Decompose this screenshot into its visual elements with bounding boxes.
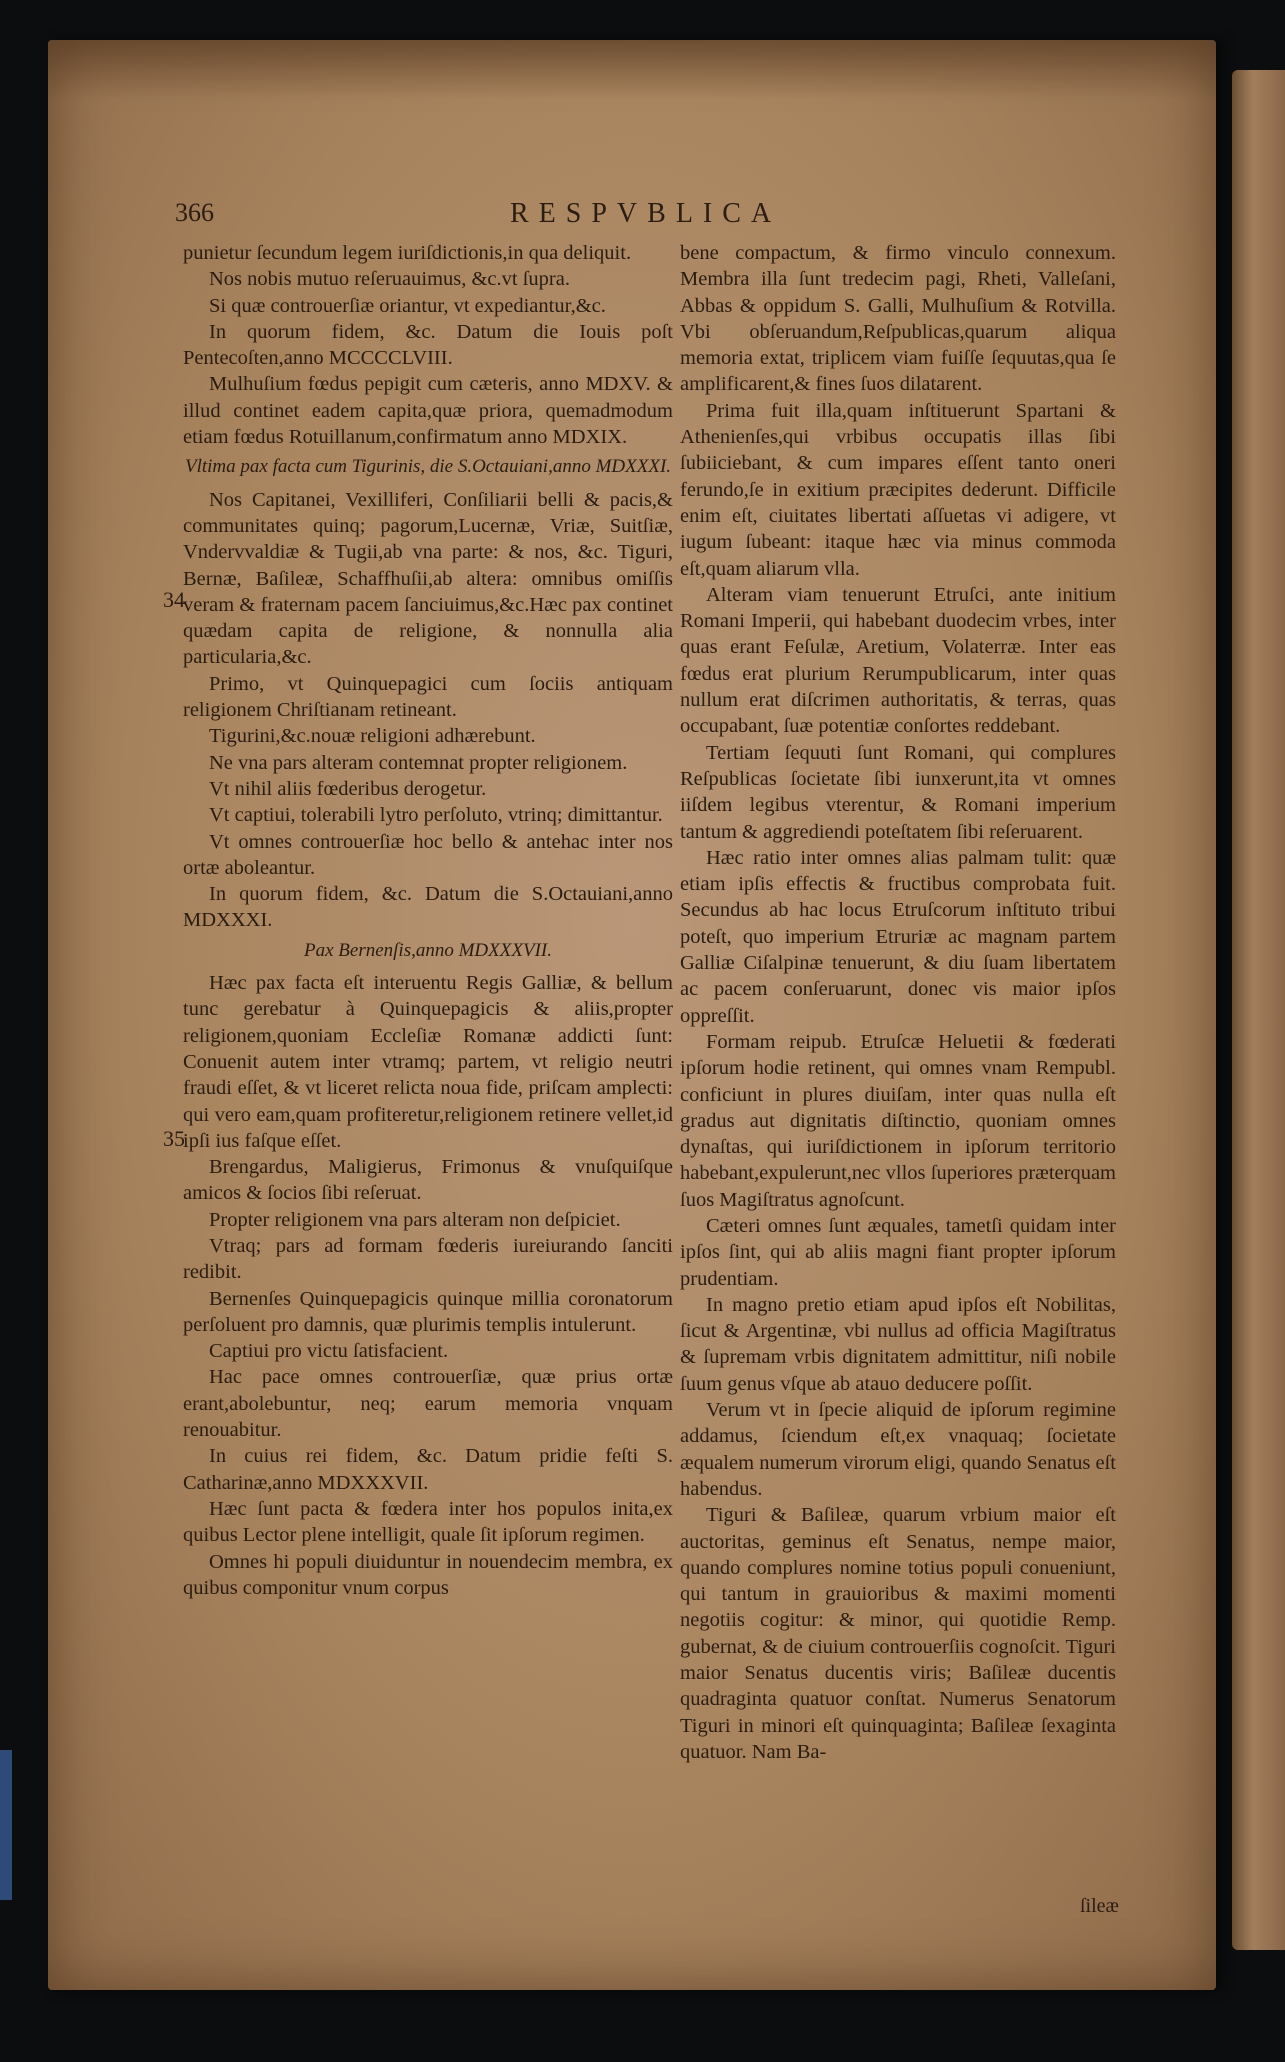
- paragraph: Vt omnes controuerſiæ hoc bello & antehac inter nos ortæ aboleantur.: [183, 830, 673, 879]
- page-number: 366: [175, 198, 214, 227]
- paragraph: In magno pretio etiam apud ipſos eſt Nobilitas, ſicut & Argentinæ, vbi nullus ad officia Magiſtratus & ſupremam vrbis dignitatem admittitur, niſi nobile ſuum genus vſque ab atauo deducere poſſit.: [680, 1293, 1116, 1395]
- page-header: [175, 198, 825, 236]
- paragraph: Hæc ſunt pacta & fœdera inter hos populos inita,ex quibus Lector plene intelligit, quale ſit ipſorum regimen.: [183, 1497, 673, 1547]
- paragraph: In cuius rei fidem, &c. Datum pridie feſti S. Catharinæ,anno MDXXXVII.: [183, 1445, 673, 1494]
- paragraph: Omnes hi populi diuiduntur in nouendecim membra, ex quibus componitur vnum corpus: [183, 1550, 673, 1599]
- paragraph: Ne vna pars alteram contemnat propter religionem.: [209, 751, 628, 774]
- section-heading: Vltima pax facta cum Tigurinis, die S.Octauiani,anno MDXXXI.: [184, 456, 672, 478]
- paragraph: Captiui pro victu ſatisfacient.: [209, 1340, 449, 1363]
- paragraph: Nos Capitanei, Vexilliferi, Conſiliarii belli & pacis,& communitates quinq; pagorum,Lucernæ, Vriæ, Suitſiæ, Vndervvaldiæ & Tugii,ab vna parte: & nos, &c. Tiguri, Bernæ, Baſileæ, Schaffhuſii,ab altera: omnibus omiſſis veram & fraternam pacem ſanciuimus,&c.Hæc pax continet quædam capita de religione, & nonnulla alia particularia,&c.: [183, 488, 673, 669]
- paragraph: Hac pace omnes controuerſiæ, quæ prius ortæ erant,abolebuntur, neq; earum memoria vnquam renouabitur.: [183, 1366, 673, 1442]
- paragraph: Cæteri omnes ſunt æquales, tametſi quidam inter ipſos ſint, qui ab aliis magni fiant propter ipſorum prudentiam.: [680, 1214, 1116, 1290]
- paragraph: Tiguri & Baſileæ, quarum vrbium maior eſt auctoritas, geminus eſt Senatus, nempe maior, quando complures nomine totius populi conueniunt, qui tantum in grauioribus & maximi momenti negotiis cogitur: & minor, qui quotidie Remp. gubernat, & de ciuium controuerſiis cognoſcit. Tiguri maior Senatus ducentis viris; Baſileæ ducentis quadraginta quatuor conſtat. Numerus Senatorum Tiguri in minori eſt quinquaginta; Baſileæ ſexaginta quatuor. Nam Ba-: [680, 1504, 1116, 1763]
- running-title: RESPVBLICA: [510, 198, 782, 229]
- paragraph: Hæc pax facta eſt interuentu Regis Galliæ, & bellum tunc gerebatur à Quinquepagicis & aliis,propter religionem,quoniam Eccleſiæ Romanæ addicti ſunt: Conuenit autem inter vtramq; partem, vt religio neutri fraudi eſſet, & vt liceret relicta noua fide, priſcam amplecti: qui vero eam,quam profiteretur,religionem retinere vellet,id ipſi ius faſque eſſet.: [183, 972, 673, 1152]
- paragraph: Formam reipub. Etruſcæ Heluetii & fœderati ipſorum hodie retinent, qui omnes vnam Rempubl. conficiunt in plures diuiſam, inter quas nulla eſt gradus aut dignitatis diſtinctio, quoniam omnes dynaſtas, qui iuriſdictionem in ipſorum territorio habebant,expulerunt,nec vllos ſuperiores præterquam ſuos Magiſtratus agnoſcunt.: [680, 1030, 1116, 1211]
- paragraph: punietur ſecundum legem iuriſdictionis,in qua deliquit.: [183, 242, 632, 264]
- paragraph: In quorum fidem, &c. Datum die S.Octauiani,anno MDXXXI.: [183, 883, 673, 932]
- adjacent-page-edge: [1232, 70, 1285, 1950]
- paragraph: In quorum fidem, &c. Datum die Iouis poſt Pentecoſten,anno MCCCCLVIII.: [183, 320, 673, 370]
- paragraph: Tertiam ſequuti ſunt Romani, qui complures Reſpublicas ſocietate ſibi iunxerunt,ita vt omnes iiſdem legibus vterentur, & Romani imperium tantum & aggrediendi poteſtatem ſibi reſeruarent.: [680, 741, 1116, 843]
- right-column: [680, 240, 1116, 1765]
- paragraph: Vt captiui, tolerabili lytro perſoluto, vtrinq; dimittantur.: [209, 804, 663, 827]
- paragraph: Primo, vt Quinquepagici cum ſociis antiquam religionem Chriſtianam retineant.: [183, 672, 673, 722]
- paragraph: Verum vt in ſpecie aliquid de ipſorum regimine addamus, ſciendum eſt,ex vnaquaq; ſocietate æqualem numerum virorum eligi, quando Senatus eſt habendus.: [680, 1399, 1116, 1500]
- catchword: ſileæ: [1080, 1895, 1119, 1917]
- section-heading: Pax Bernenſis,anno MDXXXVII.: [304, 939, 552, 961]
- paragraph: Propter religionem vna pars alteram non deſpiciet.: [209, 1208, 621, 1231]
- paragraph: Alteram viam tenuerunt Etruſci, ante initium Romani Imperii, qui habebant duodecim vrbes, inter quas erant Feſulæ, Aretium, Volaterræ. Inter eas fœdus erat plurium Rerumpublicarum, inter quas nullum erat diſcrimen authoritatis, & terras, quas occupabant, ſuæ potentiæ conſortes reddebant.: [680, 583, 1116, 738]
- paragraph: Bernenſes Quinquepagicis quinque millia coronatorum perſoluent pro damnis, quæ plurimis templis intulerunt.: [183, 1287, 673, 1336]
- left-column: [183, 240, 673, 1601]
- paragraph: Vt nihil aliis fœderibus derogetur.: [209, 777, 487, 800]
- page-top-shadow: [48, 40, 1216, 100]
- paragraph: Hæc ratio inter omnes alias palmam tulit: quæ etiam ipſis effectis & fructibus comprobata fuit. Secundus ab hac locus Etruſcorum inſtituto tribui poteſt, quo imperium Etruriæ ac magnam partem Galliæ Ciſalpinæ tenuerunt, & diu ſuam libertatem ac pacem conſeruarunt, donec vis maior ipſos oppreſſit.: [680, 846, 1116, 1027]
- margin-number-35: 35: [163, 1126, 185, 1151]
- edge-tab: [0, 1750, 12, 1900]
- paragraph: bene compactum, & firmo vinculo connexum. Membra illa ſunt tredecim pagi, Rheti, Valleſani, Abbas & oppidum S. Galli, Mulhuſium & Rotvilla. Vbi obſeruandum,Reſpublicas,quarum aliqua memoria extat, triplicem viam fuiſſe ſequutas,qua ſe amplificarent,& fines ſuos dilatarent.: [680, 242, 1116, 396]
- paragraph: Nos nobis mutuo reſeruauimus, &c.vt ſupra.: [209, 268, 570, 291]
- margin-number-34: 34: [163, 587, 185, 612]
- paragraph: Brengardus, Maligierus, Frimonus & vnuſquiſque amicos & ſocios ſibi reſeruat.: [183, 1156, 673, 1205]
- paragraph: Prima fuit illa,quam inſtituerunt Spartani & Athenienſes,qui vrbibus occupatis illas ſibi ſubiiciebant, & cum impares eſſent tanto oneri ferundo,ſe in exitium præcipites dederunt. Difficile enim eſt, ciuitates libertati aſſuetas vi adigere, vt iugum ſubeant: itaque hæc via minus commoda eſt,quam aliarum vlla.: [680, 399, 1116, 580]
- paragraph: Vtraq; pars ad formam fœderis iureiurando ſanciti redibit.: [183, 1234, 673, 1284]
- paragraph: Mulhuſium fœdus pepigit cum cæteris, anno MDXV. & illud continet eadem capita,quæ priora, quemadmodum etiam fœdus Rotuillanum,confirmatum anno MDXIX.: [183, 373, 673, 449]
- paragraph: Tigurini,&c.nouæ religioni adhærebunt.: [209, 725, 536, 748]
- paragraph: Si quæ controuerſiæ oriantur, vt expediantur,&c.: [209, 294, 606, 317]
